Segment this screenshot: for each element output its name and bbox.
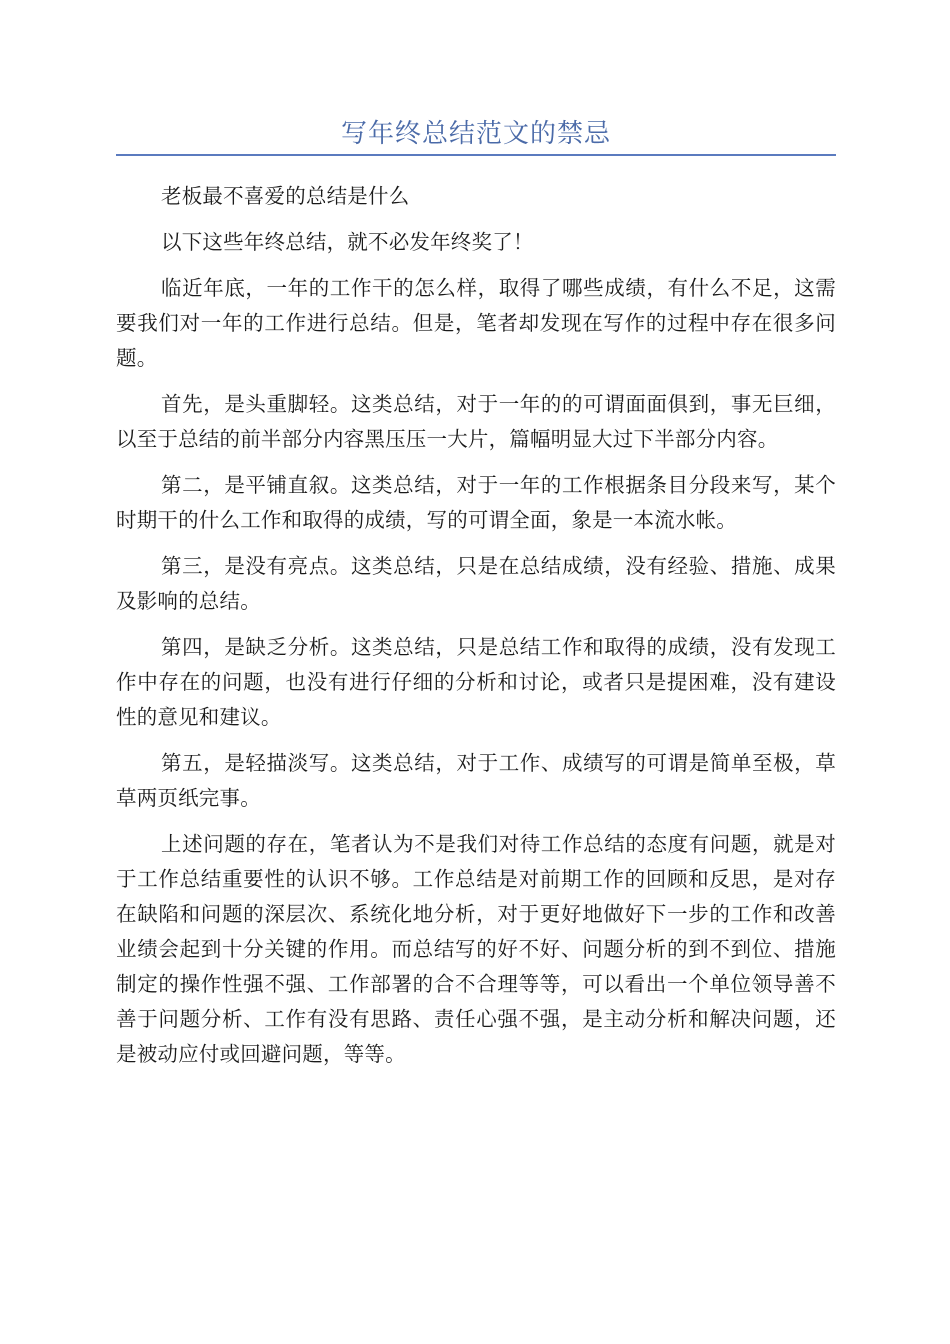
paragraph-issue-5: 第五，是轻描淡写。这类总结，对于工作、成绩写的可谓是简单至极，草草两页纸完事。 bbox=[116, 751, 836, 810]
paragraph-subtitle: 老板最不喜爱的总结是什么 bbox=[161, 184, 410, 208]
paragraph-intro: 以下这些年终总结，就不必发年终奖了！ bbox=[161, 230, 534, 254]
document-title: 写年终总结范文的禁忌 bbox=[340, 119, 611, 149]
document-page bbox=[116, 0, 836, 1083]
paragraph-issue-2: 第二，是平铺直叙。这类总结，对于一年的工作根据条目分段来写，某个时期干的什么工作和取得的成绩，写的可谓全面，象是一本流水帐。 bbox=[116, 473, 836, 532]
paragraph-conclusion: 上述问题的存在，笔者认为不是我们对待工作总结的态度有问题，就是对于工作总结重要性的认识不够。工作总结是对前期工作的回顾和反思，是对存在缺陷和问题的深层次、系统化地分析，对于更好地做好下一步的工作和改善业绩会起到十分关键的作用。而总结写的好不好、问题分析的到不到位、措施制定的操作性强不强、工作部署的合不合理等等，可以看出一个单位领导善不善于问题分析、工作有没有思路、责任心强不强，是主动分析和解决问题，还是被动应付或回避问题，等等。 bbox=[116, 832, 836, 1066]
title-underline-rule bbox=[116, 154, 836, 156]
document-body bbox=[116, 179, 836, 1072]
paragraph-context: 临近年底，一年的工作干的怎么样，取得了哪些成绩，有什么不足，这需要我们对一年的工作进行总结。但是，笔者却发现在写作的过程中存在很多问题。 bbox=[116, 276, 836, 370]
paragraph-issue-3: 第三，是没有亮点。这类总结，只是在总结成绩，没有经验、措施、成果及影响的总结。 bbox=[116, 554, 836, 613]
paragraph-issue-4: 第四，是缺乏分析。这类总结，只是总结工作和取得的成绩，没有发现工作中存在的问题，也没有进行仔细的分析和讨论，或者只是提困难，没有建设性的意见和建议。 bbox=[116, 635, 836, 729]
paragraph-issue-1: 首先，是头重脚轻。这类总结，对于一年的的可谓面面俱到，事无巨细，以至于总结的前半部分内容黑压压一大片，篇幅明显大过下半部分内容。 bbox=[116, 392, 836, 451]
